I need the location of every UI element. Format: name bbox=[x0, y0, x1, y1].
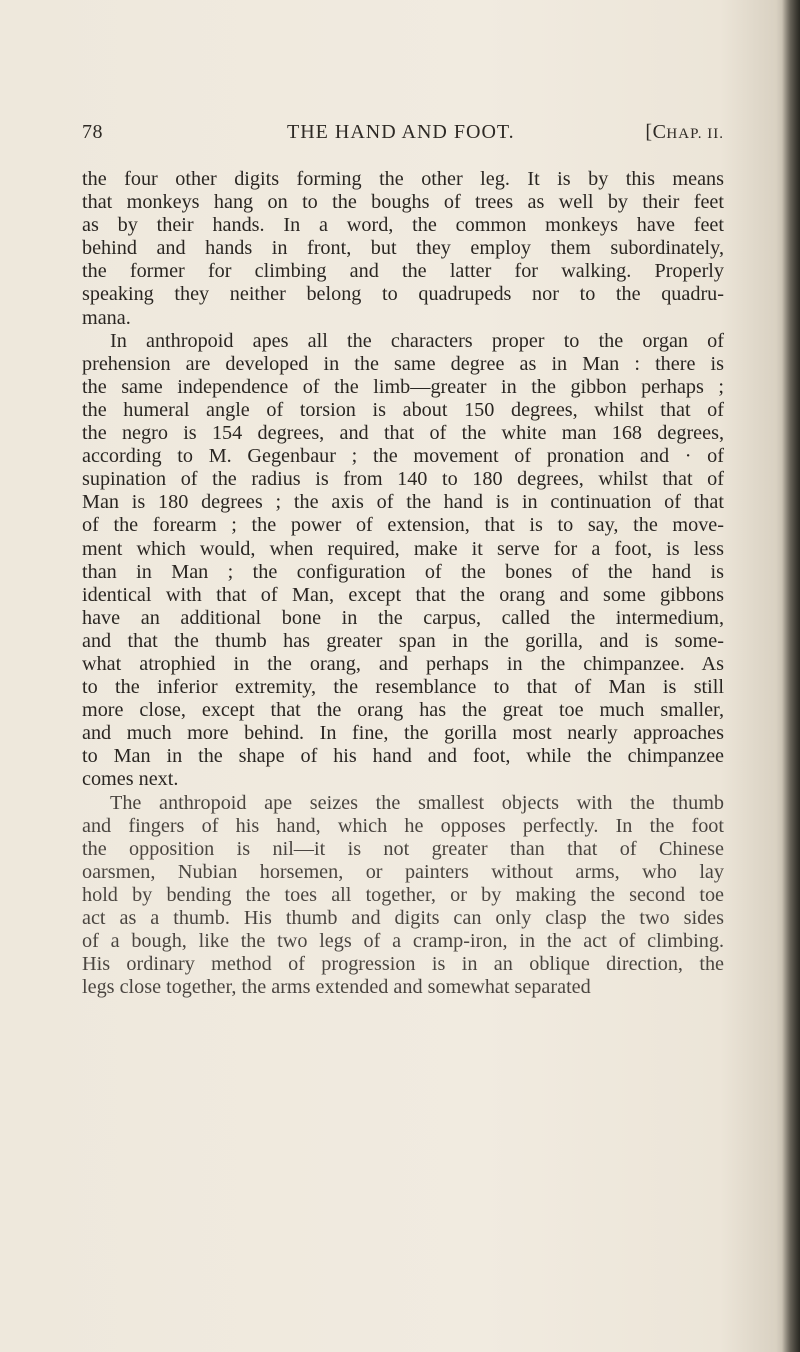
text-line: hold by bending the toes all together, or by making the second toe bbox=[82, 883, 724, 906]
paragraph-start: The anthropoid ape seizes the smallest objects with the thumb bbox=[110, 791, 724, 814]
text-line: that monkeys hang on to the boughs of trees as well by their feet bbox=[82, 191, 724, 214]
running-head bbox=[82, 121, 724, 149]
body-text bbox=[82, 168, 724, 999]
text-line: to Man in the shape of his hand and foot, while the chimpanzee bbox=[82, 745, 724, 768]
book-title: THE HAND AND FOOT. bbox=[287, 121, 515, 143]
text-line: the four other digits forming the other leg. It is by this means bbox=[82, 168, 724, 190]
paragraph-start: In anthropoid apes all the characters proper to the organ of bbox=[110, 329, 724, 352]
text-line: supination of the radius is from 140 to 180 degrees, whilst that of bbox=[82, 468, 724, 491]
text-line: the humeral angle of torsion is about 150 degrees, whilst that of bbox=[82, 398, 724, 421]
chapter-prefix: [C bbox=[645, 121, 667, 143]
text-line: as by their hands. In a word, the common monkeys have feet bbox=[82, 214, 724, 237]
text-line: mana. bbox=[82, 306, 131, 329]
text-line: what atrophied in the orang, and perhaps in the chimpanzee. As bbox=[82, 652, 724, 675]
text-line: legs close together, the arms extended and somewhat separated bbox=[82, 976, 591, 999]
text-line: act as a thumb. His thumb and digits can only clasp the two sides bbox=[82, 907, 724, 929]
text-line: of the forearm ; the power of extension, that is to say, the move- bbox=[82, 514, 724, 537]
text-line: the opposition is nil—it is not greater than that of Chinese bbox=[82, 837, 724, 860]
text-line: and fingers of his hand, which he opposes perfectly. In the foot bbox=[82, 814, 724, 837]
text-line: according to M. Gegenbaur ; the movement of pronation and · of bbox=[82, 445, 724, 468]
text-line: the former for climbing and the latter for walking. Properly bbox=[82, 260, 724, 283]
text-line: to the inferior extremity, the resemblance to that of Man is still bbox=[82, 676, 724, 699]
text-line: and much more behind. In fine, the gorilla most nearly approaches bbox=[82, 722, 724, 745]
text-line: than in Man ; the configuration of the bones of the hand is bbox=[82, 560, 724, 583]
text-line: Man is 180 degrees ; the axis of the hand is in continuation of that bbox=[82, 491, 724, 514]
page-edge-shadow bbox=[782, 0, 800, 1352]
text-line: speaking they neither belong to quadrupeds nor to the quadru- bbox=[82, 283, 724, 306]
chapter-label bbox=[645, 121, 724, 144]
text-line: ment which would, when required, make it serve for a foot, is less bbox=[82, 537, 724, 560]
text-line: and that the thumb has greater span in the gorilla, and is some- bbox=[82, 629, 724, 652]
text-line: of a bough, like the two legs of a cramp-iron, in the act of climbing. bbox=[82, 930, 724, 953]
text-line: the negro is 154 degrees, and that of the white man 168 degrees, bbox=[82, 422, 724, 445]
text-line: oarsmen, Nubian horsemen, or painters without arms, who lay bbox=[82, 860, 724, 883]
text-line: have an additional bone in the carpus, called the intermedium, bbox=[82, 606, 724, 629]
text-line: more close, except that the orang has the great toe much smaller, bbox=[82, 699, 724, 722]
text-line: comes next. bbox=[82, 768, 179, 791]
text-line: behind and hands in front, but they employ them subordinately, bbox=[82, 237, 724, 260]
text-line: prehension are developed in the same degree as in Man : there is bbox=[82, 352, 724, 375]
text-line: identical with that of Man, except that the orang and some gibbons bbox=[82, 583, 724, 606]
page-number: 78 bbox=[82, 121, 103, 143]
text-line: the same independence of the limb—greater in the gibbon perhaps ; bbox=[82, 375, 724, 398]
chapter-rest: HAP. II. bbox=[666, 126, 724, 142]
text-line: His ordinary method of progression is in an oblique direction, the bbox=[82, 953, 724, 976]
